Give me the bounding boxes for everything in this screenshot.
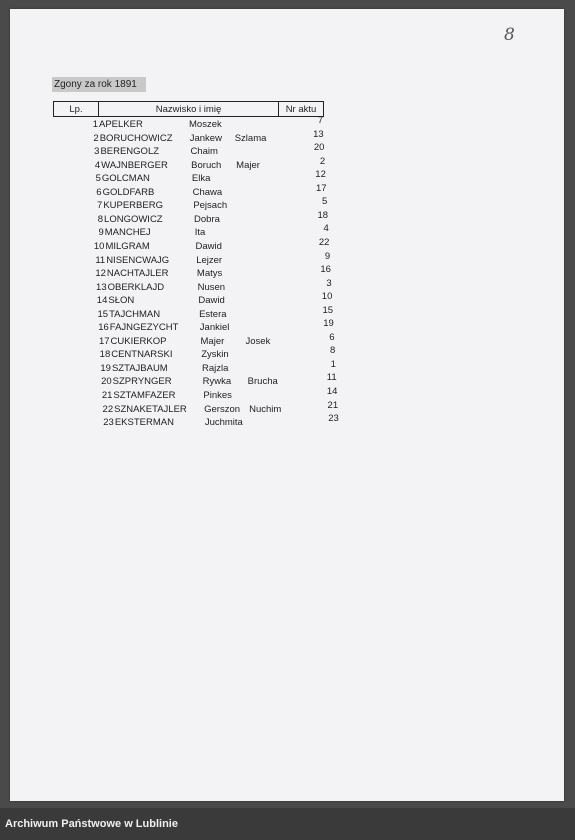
- record-number: 12: [315, 169, 326, 181]
- column-header-nr: Nr aktu: [278, 101, 324, 117]
- surname: SZTAMFAZER: [113, 390, 176, 401]
- row-number: 1: [92, 119, 98, 130]
- record-number: 6: [329, 331, 335, 343]
- surname: BERENGOLZ: [100, 146, 160, 158]
- table-row: [0, 264, 400, 280]
- table-row: [0, 277, 400, 294]
- table-row: [0, 169, 400, 185]
- row-number: 20: [101, 376, 112, 388]
- row-number: 21: [101, 390, 113, 401]
- surname: SZTAJBAUM: [111, 362, 168, 374]
- table-row: [0, 182, 400, 199]
- first-name: Chaim: [190, 146, 218, 158]
- record-number: 20: [313, 142, 325, 154]
- row-number: 6: [96, 186, 102, 198]
- first-name: Chawa: [192, 186, 223, 198]
- first-name: Matys: [196, 268, 223, 280]
- record-number: 3: [326, 277, 332, 289]
- first-name: Rywka: [202, 376, 232, 388]
- first-name: Jankew: [189, 132, 222, 144]
- table-row: [0, 155, 400, 172]
- surname: WAJNBERGER: [101, 159, 168, 171]
- table-row: [0, 318, 400, 334]
- surname: SZPRYNGER: [112, 376, 172, 388]
- table-row: [0, 142, 400, 158]
- surname: CENTNARSKI: [111, 349, 173, 361]
- table-row: [0, 250, 400, 267]
- first-name: Boruch: [191, 159, 222, 171]
- record-number: 18: [317, 209, 329, 221]
- record-number: 8: [329, 345, 336, 357]
- second-name: Brucha: [247, 376, 278, 388]
- row-number: 19: [100, 362, 111, 374]
- row-number: 10: [93, 240, 105, 252]
- table-row: [0, 386, 400, 402]
- record-number: 21: [327, 399, 339, 411]
- row-number: 9: [98, 227, 104, 239]
- row-number: 2: [93, 132, 99, 144]
- table-row: [0, 236, 400, 253]
- record-number: 2: [319, 155, 326, 167]
- surname: BORUCHOWICZ: [99, 132, 173, 144]
- table-row: [0, 304, 400, 321]
- record-number: 5: [322, 196, 328, 208]
- row-number: 11: [95, 254, 106, 266]
- second-name: Josek: [245, 335, 271, 347]
- table-row: [0, 291, 400, 307]
- surname: GOLDFARB: [102, 186, 155, 198]
- table-row: [0, 209, 400, 226]
- row-number: 12: [95, 268, 106, 280]
- record-number: 22: [318, 236, 330, 248]
- row-number: 18: [99, 349, 111, 361]
- table-row: [0, 196, 400, 212]
- record-number: 4: [323, 223, 329, 235]
- footer-bar: [0, 808, 575, 840]
- first-name: Gerszon: [204, 403, 241, 415]
- surname: FAJNGEZYCHT: [109, 322, 179, 334]
- table-row: [0, 345, 400, 361]
- column-header-lp: Lp.: [53, 101, 99, 117]
- row-number: 8: [97, 213, 104, 225]
- surname: SŁON: [108, 295, 135, 307]
- first-name: Rajzla: [201, 362, 229, 374]
- first-name: Pinkes: [203, 390, 232, 401]
- first-name: Nusen: [197, 281, 226, 293]
- page-number: 8: [504, 25, 515, 45]
- table-row: [0, 128, 400, 145]
- first-name: Ita: [194, 227, 206, 239]
- row-number: 17: [98, 335, 110, 347]
- table-row: [0, 358, 400, 375]
- table-row: [0, 413, 400, 429]
- first-name: Dawid: [195, 240, 222, 252]
- table-row: [0, 223, 400, 239]
- second-name: Nuchim: [249, 403, 282, 415]
- first-name: Zyskin: [201, 349, 229, 361]
- first-name: Elka: [191, 173, 211, 185]
- record-number: 1: [330, 358, 336, 370]
- record-number: 13: [313, 128, 324, 140]
- row-number: 13: [96, 281, 107, 293]
- second-name: Majer: [236, 159, 260, 171]
- first-name: Moszek: [189, 119, 222, 130]
- first-name: Majer: [200, 335, 225, 347]
- archive-name: Archiwum Państwowe w Lublinie: [5, 818, 178, 830]
- surname: KUPERBERG: [103, 200, 163, 212]
- row-number: 4: [94, 159, 101, 171]
- surname: MANCHEJ: [104, 227, 151, 239]
- table-row: [0, 331, 400, 348]
- surname: GOLCMAN: [101, 173, 150, 185]
- surname: NACHTAJLER: [106, 268, 169, 280]
- record-number: 7: [317, 115, 323, 126]
- record-number: 17: [316, 182, 327, 194]
- surname: EKSTERMAN: [114, 417, 174, 429]
- record-number: 16: [320, 264, 331, 276]
- surname: LONGOWICZ: [104, 213, 163, 225]
- record-number: 11: [326, 372, 337, 384]
- first-name: Dobra: [194, 213, 220, 225]
- table-row: [0, 399, 400, 416]
- table-row: [0, 115, 400, 131]
- second-name: Szlama: [234, 132, 267, 144]
- column-header-name: Nazwisko i imię: [98, 101, 279, 117]
- row-number: 16: [98, 322, 109, 334]
- row-number: 22: [102, 403, 114, 415]
- record-number: 14: [326, 386, 338, 397]
- surname: OBERKLAJD: [107, 281, 165, 293]
- surname: CUKIERKOP: [110, 335, 167, 347]
- surname: APELKER: [99, 119, 143, 130]
- first-name: Pejsach: [193, 200, 228, 212]
- first-name: Dawid: [198, 295, 225, 307]
- first-name: Lejzer: [196, 254, 223, 266]
- row-number: 5: [95, 173, 101, 185]
- row-number: 3: [94, 146, 100, 158]
- document-title: Zgony za rok 1891: [52, 77, 146, 92]
- row-number: 14: [96, 295, 108, 307]
- record-number: 19: [323, 318, 334, 330]
- row-number: 23: [103, 417, 114, 429]
- surname: SZNAKETAJLER: [114, 403, 187, 415]
- row-number: 7: [97, 200, 103, 212]
- record-number: 10: [321, 291, 333, 303]
- first-name: Jankiel: [199, 322, 230, 334]
- record-number: 9: [324, 250, 331, 262]
- record-number: 23: [328, 413, 339, 425]
- first-name: Estera: [199, 308, 227, 320]
- record-number: 15: [322, 304, 334, 316]
- surname: MILGRAM: [105, 240, 150, 252]
- row-number: 15: [97, 308, 109, 320]
- table-row: [0, 372, 400, 388]
- surname: TAJCHMAN: [109, 308, 161, 320]
- surname: NISENCWAJG: [106, 254, 170, 266]
- first-name: Juchmita: [204, 417, 243, 429]
